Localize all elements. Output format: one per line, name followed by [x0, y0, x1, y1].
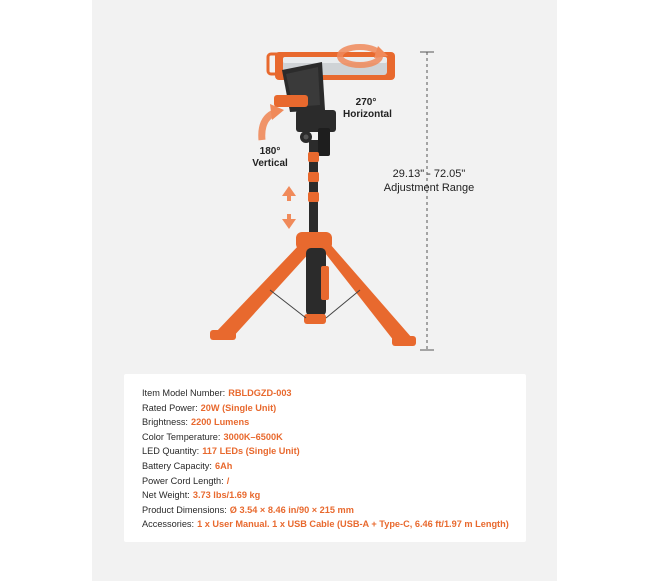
spec-value: /	[226, 475, 230, 486]
spec-value: RBLDGZD-003	[228, 388, 292, 398]
spec-label: Item Model Number:	[142, 388, 226, 398]
spec-row-power-cord-length	[142, 474, 509, 489]
spec-row-net-weight	[142, 488, 509, 503]
horizontal-rotation-annotation	[343, 97, 392, 121]
spec-sheet	[124, 374, 526, 542]
adjustment-range-label: Adjustment Range	[383, 182, 475, 194]
vertical-degrees: 180°	[259, 146, 281, 157]
spec-label: Battery Capacity:	[142, 460, 212, 471]
telescopic-pole	[308, 140, 319, 240]
dimension-line-icon	[420, 52, 434, 350]
spec-value: 3.73 lbs/1.69 kg	[192, 490, 261, 501]
spec-label: Net Weight:	[142, 490, 190, 501]
spec-row-color-temperature	[142, 430, 509, 445]
spec-label: Brightness:	[142, 417, 188, 428]
horizontal-degrees: 270°	[355, 97, 377, 108]
spec-row-battery-capacity	[142, 459, 509, 474]
spec-row-accessories	[142, 517, 509, 532]
spec-label: LED Quantity:	[142, 446, 200, 457]
spec-row-model	[142, 386, 509, 401]
spec-label: Product Dimensions:	[142, 504, 227, 515]
vertical-label: Vertical	[252, 158, 288, 169]
spec-label: Power Cord Length:	[142, 475, 224, 486]
spec-value: 3000K–6500K	[223, 431, 283, 442]
rotate-vertical-arrow-icon	[262, 104, 284, 140]
spec-value: Ø 3.54 × 8.46 in/90 × 215 mm	[229, 504, 354, 515]
horizontal-label: Horizontal	[343, 109, 392, 120]
spec-row-led-quantity	[142, 444, 509, 459]
spec-row-rated-power	[142, 401, 509, 416]
spec-label: Accessories:	[142, 519, 195, 530]
spec-value: 117 LEDs (Single Unit)	[202, 446, 300, 457]
spec-row-brightness	[142, 415, 509, 430]
tripod-base	[210, 232, 416, 346]
spec-list	[142, 386, 509, 532]
up-down-arrows-icon	[282, 186, 296, 229]
adjustment-range-annotation	[374, 167, 484, 195]
spec-value: 6Ah	[214, 460, 233, 471]
vertical-rotation-annotation	[248, 146, 292, 170]
spec-value: 20W (Single Unit)	[200, 402, 277, 413]
spec-row-product-dimensions	[142, 503, 509, 518]
spec-label: Rated Power:	[142, 402, 198, 413]
spec-value: 1 x User Manual. 1 x USB Cable (USB-A + Type-C, 6.46 ft/1.97 m Length)	[197, 519, 509, 530]
adjustment-range-value: 29.13" - 72.05"	[392, 168, 466, 180]
spec-value: 2200 Lumens	[190, 417, 250, 428]
spec-label: Color Temperature:	[142, 431, 221, 442]
